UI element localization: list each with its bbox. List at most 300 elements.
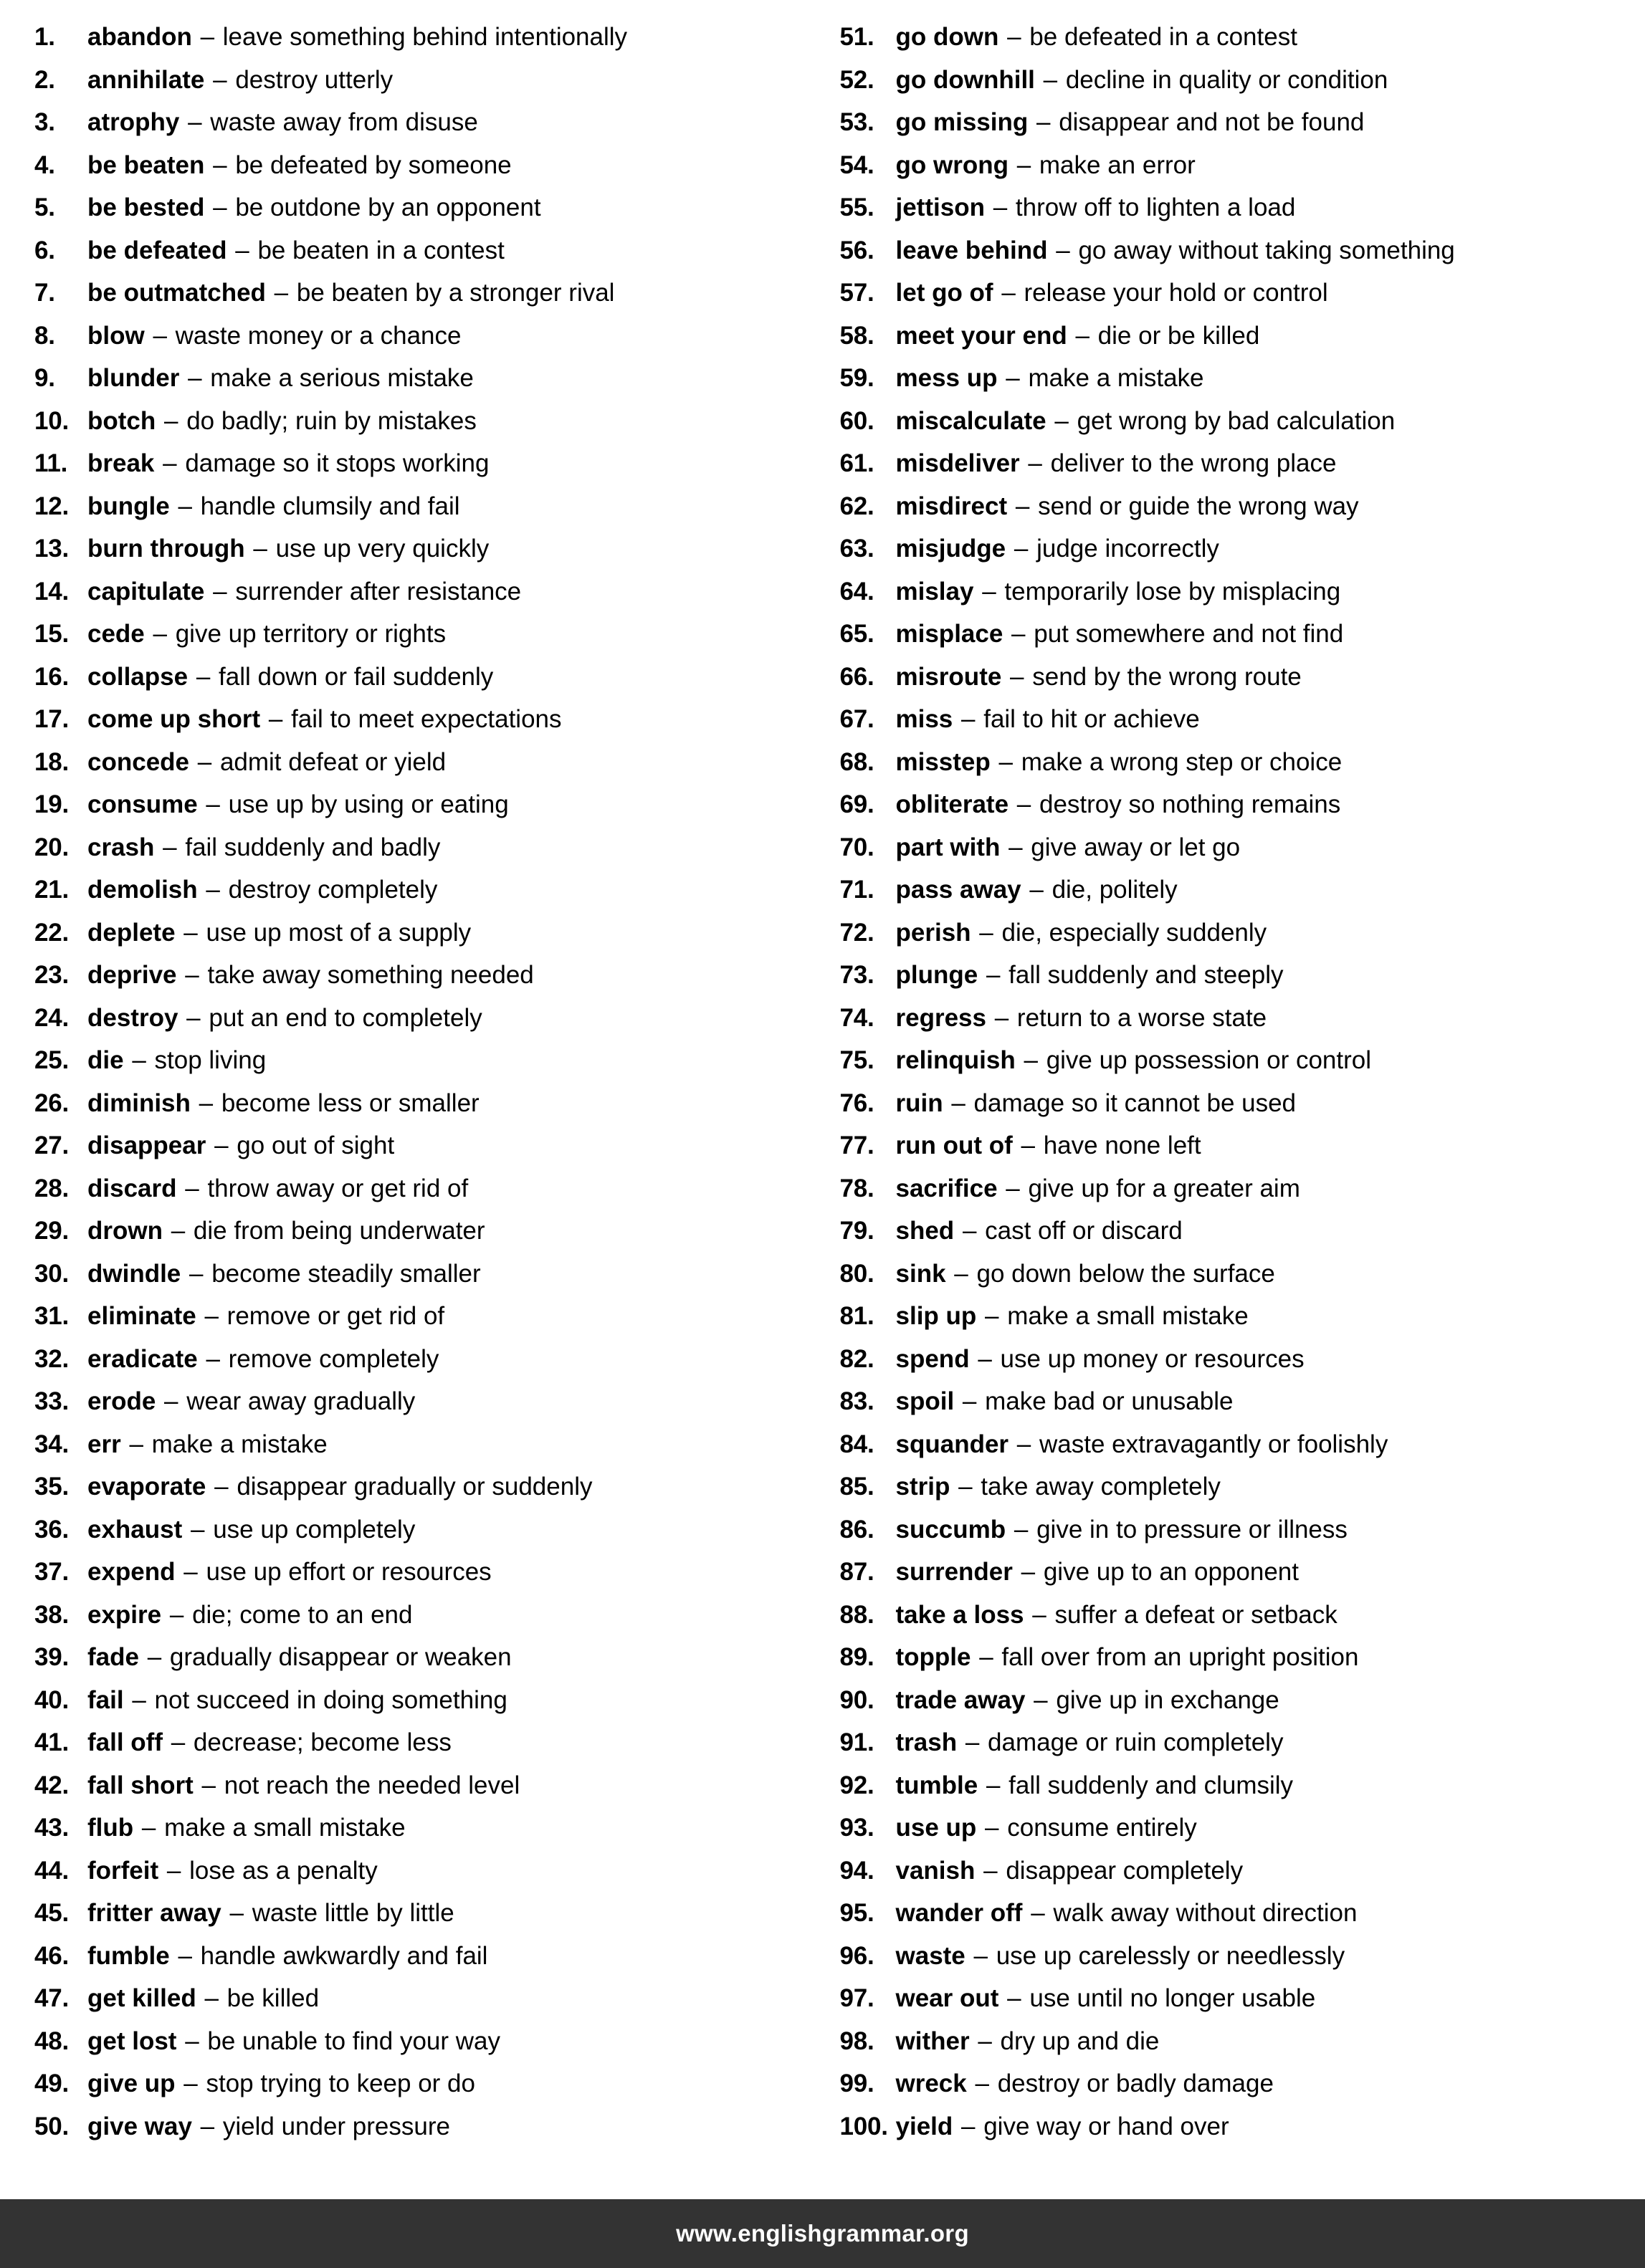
item-definition: destroy completely <box>228 876 438 904</box>
item-text <box>896 1039 1372 1082</box>
item-number: 65. <box>839 620 874 648</box>
list-item <box>34 698 816 741</box>
item-text <box>896 1764 1294 1807</box>
item-term: drown <box>87 1217 163 1245</box>
item-dash: – <box>1006 1174 1020 1202</box>
item-dash: – <box>1054 406 1069 435</box>
item-term: perish <box>895 918 971 947</box>
item-term: expire <box>87 1600 162 1629</box>
list-item <box>34 1807 816 1850</box>
item-number: 70. <box>839 833 874 861</box>
item-term: plunge <box>895 961 978 989</box>
item-term: let go of <box>895 279 993 307</box>
list-item <box>840 783 1623 826</box>
item-dash: – <box>183 2070 198 2097</box>
item-definition: become less or smaller <box>221 1088 480 1117</box>
item-term: get killed <box>87 1984 196 2012</box>
item-number: 35. <box>34 1473 70 1501</box>
item-definition: make a mistake <box>151 1430 328 1458</box>
item-definition: be killed <box>227 1984 320 2012</box>
list-item <box>34 613 816 656</box>
item-term: fall short <box>87 1771 194 1799</box>
item-definition: disappear gradually or suddenly <box>237 1473 593 1501</box>
list-item <box>840 229 1623 272</box>
item-definition: return to a worse state <box>1016 1003 1267 1032</box>
list-item <box>840 826 1623 869</box>
item-term: squander <box>895 1430 1009 1458</box>
item-number: 18. <box>34 747 70 776</box>
item-definition: go out of sight <box>237 1131 395 1159</box>
item-text <box>896 1551 1299 1594</box>
item-term: misdeliver <box>895 449 1020 477</box>
item-number: 30. <box>34 1259 70 1288</box>
item-text <box>896 1508 1348 1551</box>
item-dash: – <box>994 1003 1009 1032</box>
item-text <box>87 1380 415 1423</box>
item-dash: – <box>274 279 289 307</box>
item-dash: – <box>979 1643 993 1671</box>
item-dash: – <box>1007 1984 1021 2012</box>
item-dash: – <box>206 876 220 904</box>
item-definition: do badly; ruin by mistakes <box>186 406 477 435</box>
item-text <box>87 869 437 911</box>
item-number: 79. <box>839 1217 874 1245</box>
item-number: 75. <box>839 1046 874 1074</box>
item-term: wear out <box>895 1984 999 2012</box>
item-dash: – <box>1011 620 1026 648</box>
item-term: eliminate <box>87 1302 196 1330</box>
item-text <box>87 997 482 1040</box>
item-term: break <box>87 449 155 477</box>
item-text <box>87 1338 439 1381</box>
list-item <box>34 1679 816 1722</box>
item-text <box>896 315 1260 358</box>
item-dash: – <box>204 1984 219 2012</box>
item-number: 40. <box>34 1685 70 1714</box>
item-term: atrophy <box>87 108 180 136</box>
item-number: 41. <box>34 1728 70 1756</box>
item-number: 100. <box>839 2112 888 2140</box>
list-item <box>34 741 816 784</box>
item-text <box>896 997 1267 1040</box>
website-url: www.englishgrammar.org <box>676 2220 969 2247</box>
item-text <box>87 485 460 528</box>
item-term: vanish <box>895 1856 976 1885</box>
list-item <box>34 783 816 826</box>
left-column <box>19 16 823 2268</box>
item-term: dwindle <box>87 1259 181 1288</box>
item-dash: – <box>206 1344 220 1373</box>
item-definition: disappear and not be found <box>1059 108 1365 136</box>
item-dash: – <box>1021 1558 1036 1586</box>
item-dash: – <box>1007 23 1021 51</box>
item-dash: – <box>978 2027 992 2055</box>
list-item <box>34 527 816 570</box>
item-term: botch <box>87 406 156 435</box>
list-item <box>34 2062 816 2105</box>
list-item <box>34 1124 816 1167</box>
item-term: come up short <box>87 705 261 733</box>
item-dash: – <box>147 1643 162 1671</box>
item-dash: – <box>185 1174 199 1202</box>
item-number: 62. <box>839 492 874 520</box>
item-dash: – <box>986 961 1001 989</box>
item-number: 68. <box>839 747 874 776</box>
item-definition: fall suddenly and clumsily <box>1009 1771 1294 1799</box>
item-text <box>896 570 1341 613</box>
list-item <box>34 400 816 443</box>
item-term: forfeit <box>87 1856 159 1885</box>
list-item <box>34 144 816 187</box>
list-item <box>840 656 1623 699</box>
item-dash: – <box>1056 236 1070 264</box>
item-text <box>87 1764 520 1807</box>
item-definition: give up possession or control <box>1046 1046 1371 1074</box>
item-dash: – <box>1010 662 1024 691</box>
item-number: 53. <box>839 108 874 136</box>
item-text <box>87 1253 481 1296</box>
list-item <box>34 1082 816 1125</box>
item-definition: put somewhere and not find <box>1034 620 1344 648</box>
item-term: wander off <box>895 1899 1023 1927</box>
item-definition: stop trying to keep or do <box>206 2070 475 2097</box>
item-number: 10. <box>34 406 70 435</box>
item-term: tumble <box>895 1771 978 1799</box>
item-term: crash <box>87 833 155 861</box>
item-dash: – <box>1075 321 1089 350</box>
item-number: 5. <box>34 193 55 221</box>
item-text <box>87 442 489 485</box>
item-dash: – <box>954 1259 968 1288</box>
item-number: 49. <box>34 2070 70 2097</box>
item-definition: make bad or unusable <box>985 1387 1234 1415</box>
item-number: 71. <box>839 876 874 904</box>
item-dash: – <box>235 236 249 264</box>
item-dash: – <box>200 2112 215 2140</box>
item-number: 85. <box>839 1473 874 1501</box>
item-dash: – <box>1028 449 1042 477</box>
item-text <box>896 186 1296 229</box>
item-definition: use up money or resources <box>1000 1344 1305 1373</box>
item-text <box>896 1423 1388 1466</box>
item-term: fumble <box>87 1941 170 1970</box>
item-definition: send by the wrong route <box>1032 662 1302 691</box>
item-text <box>87 101 478 144</box>
item-term: deplete <box>87 918 176 947</box>
item-text <box>87 1850 378 1893</box>
item-dash: – <box>153 321 167 350</box>
item-dash: – <box>169 1600 184 1629</box>
item-number: 94. <box>839 1856 874 1885</box>
item-text <box>87 826 440 869</box>
item-number: 7. <box>34 279 55 307</box>
item-definition: take away something needed <box>207 961 534 989</box>
item-definition: destroy so nothing remains <box>1039 790 1341 818</box>
item-term: evaporate <box>87 1473 206 1501</box>
item-term: expend <box>87 1558 176 1586</box>
item-dash: – <box>985 1302 999 1330</box>
item-number: 4. <box>34 150 55 179</box>
item-definition: give up in exchange <box>1056 1685 1279 1714</box>
item-dash: – <box>993 193 1008 221</box>
item-term: be defeated <box>87 236 227 264</box>
list-item <box>840 186 1623 229</box>
list-item <box>34 869 816 911</box>
list-item <box>840 1935 1623 1978</box>
item-definition: fail to meet expectations <box>291 705 562 733</box>
item-term: mislay <box>895 577 974 606</box>
item-number: 9. <box>34 364 55 392</box>
item-dash: – <box>1031 1899 1045 1927</box>
item-term: sink <box>895 1259 946 1288</box>
item-number: 60. <box>839 406 874 435</box>
item-text <box>87 16 627 59</box>
item-definition: become steadily smaller <box>211 1259 481 1288</box>
item-dash: – <box>183 1558 198 1586</box>
item-definition: handle awkwardly and fail <box>200 1941 488 1970</box>
item-dash: – <box>213 150 227 179</box>
item-number: 42. <box>34 1771 70 1799</box>
item-text <box>896 826 1241 869</box>
item-term: fall off <box>87 1728 163 1756</box>
item-dash: – <box>961 705 976 733</box>
item-text <box>896 2020 1160 2063</box>
item-number: 23. <box>34 961 70 989</box>
item-dash: – <box>213 65 227 94</box>
list-item <box>840 1082 1623 1125</box>
list-item <box>34 1338 816 1381</box>
item-dash: – <box>178 492 192 520</box>
item-definition: be beaten by a stronger rival <box>296 279 615 307</box>
item-dash: – <box>958 1473 973 1501</box>
item-dash: – <box>1024 1046 1038 1074</box>
item-term: miscalculate <box>895 406 1046 435</box>
item-dash: – <box>983 1856 998 1885</box>
item-term: run out of <box>895 1131 1013 1159</box>
item-definition: surrender after resistance <box>235 577 522 606</box>
item-number: 82. <box>839 1344 874 1373</box>
item-definition: make a small mistake <box>1007 1302 1249 1330</box>
list-item <box>34 1892 816 1935</box>
list-item <box>840 2105 1623 2148</box>
item-text <box>87 2020 500 2063</box>
item-number: 12. <box>34 492 70 520</box>
item-text <box>896 400 1396 443</box>
item-text <box>896 1721 1284 1764</box>
list-item <box>34 1721 816 1764</box>
list-item <box>34 1210 816 1253</box>
item-text <box>87 1124 394 1167</box>
item-text <box>87 229 505 272</box>
item-dash: – <box>201 1771 216 1799</box>
item-number: 93. <box>839 1814 874 1842</box>
item-dash: – <box>982 577 996 606</box>
item-dash: – <box>185 2027 199 2055</box>
item-text <box>896 1338 1305 1381</box>
item-term: misjudge <box>895 535 1006 563</box>
item-number: 96. <box>839 1941 874 1970</box>
item-definition: cast off or discard <box>985 1217 1183 1245</box>
item-definition: be defeated in a contest <box>1029 23 1297 51</box>
item-text <box>87 144 512 187</box>
item-number: 13. <box>34 535 70 563</box>
item-text <box>87 1594 413 1637</box>
item-text <box>896 1977 1316 2020</box>
item-dash: – <box>200 23 215 51</box>
item-dash: – <box>188 364 202 392</box>
item-text <box>87 2105 450 2148</box>
list-item <box>34 1594 816 1637</box>
item-text <box>896 101 1365 144</box>
item-text <box>87 272 614 315</box>
item-term: die <box>87 1046 124 1074</box>
list-item <box>840 911 1623 954</box>
item-dash: – <box>191 1515 205 1544</box>
item-definition: release your hold or control <box>1024 279 1328 307</box>
item-definition: remove completely <box>228 1344 439 1373</box>
list-item <box>34 1167 816 1210</box>
item-dash: – <box>204 1302 219 1330</box>
item-definition: leave something behind intentionally <box>222 23 628 51</box>
item-definition: decline in quality or condition <box>1065 65 1388 94</box>
item-definition: waste little by little <box>252 1899 454 1927</box>
list-item <box>34 1508 816 1551</box>
item-definition: lose as a penalty <box>189 1856 378 1885</box>
list-item <box>34 485 816 528</box>
item-definition: use up very quickly <box>275 535 490 563</box>
item-term: trade away <box>895 1685 1026 1714</box>
item-text <box>896 1082 1297 1125</box>
list-item <box>840 869 1623 911</box>
item-term: use up <box>895 1814 977 1842</box>
item-dash: – <box>1016 1430 1031 1458</box>
list-item <box>840 1124 1623 1167</box>
item-dash: – <box>961 2112 976 2140</box>
list-item <box>34 1380 816 1423</box>
item-text <box>87 1082 480 1125</box>
item-term: diminish <box>87 1088 191 1117</box>
item-definition: put an end to completely <box>209 1003 482 1032</box>
item-term: exhaust <box>87 1515 183 1544</box>
item-dash: – <box>979 918 993 947</box>
item-dash: – <box>163 833 177 861</box>
item-term: part with <box>895 833 1001 861</box>
item-term: collapse <box>87 662 189 691</box>
item-dash: – <box>132 1046 146 1074</box>
item-term: blow <box>87 321 145 350</box>
item-number: 2. <box>34 65 55 94</box>
list-item <box>840 1679 1623 1722</box>
item-term: cede <box>87 620 145 648</box>
item-number: 46. <box>34 1941 70 1970</box>
item-text <box>896 485 1359 528</box>
item-dash: – <box>1016 790 1031 818</box>
item-dash: – <box>1021 1131 1035 1159</box>
item-definition: go down below the surface <box>976 1259 1275 1288</box>
item-text <box>896 1594 1338 1637</box>
item-dash: – <box>141 1814 156 1842</box>
item-definition: use up by using or eating <box>228 790 509 818</box>
list-item <box>34 101 816 144</box>
item-text <box>87 357 474 400</box>
item-definition: use up most of a supply <box>206 918 472 947</box>
item-term: go missing <box>895 108 1029 136</box>
item-text <box>87 954 534 997</box>
item-text <box>87 1508 415 1551</box>
item-term: fritter away <box>87 1899 221 1927</box>
item-number: 26. <box>34 1088 70 1117</box>
item-definition: waste money or a chance <box>175 321 462 350</box>
item-dash: – <box>189 1259 204 1288</box>
item-dash: – <box>164 1387 178 1415</box>
item-text <box>896 1167 1300 1210</box>
item-term: obliterate <box>895 790 1009 818</box>
item-term: flub <box>87 1814 134 1842</box>
item-definition: make a mistake <box>1028 364 1204 392</box>
item-dash: – <box>164 406 178 435</box>
item-dash: – <box>186 1003 201 1032</box>
item-definition: use up effort or resources <box>206 1558 492 1586</box>
item-number: 69. <box>839 790 874 818</box>
item-number: 22. <box>34 918 70 947</box>
footer-bar <box>0 2199 1645 2268</box>
item-definition: use up carelessly or needlessly <box>996 1941 1345 1970</box>
item-definition: stop living <box>154 1046 267 1074</box>
item-text <box>896 2062 1274 2105</box>
item-text <box>896 59 1388 102</box>
item-number: 74. <box>839 1003 874 1032</box>
list-item <box>34 1465 816 1508</box>
item-term: fail <box>87 1685 124 1714</box>
item-number: 50. <box>34 2112 70 2140</box>
item-dash: – <box>129 1430 143 1458</box>
list-item <box>840 1850 1623 1893</box>
item-dash: – <box>1014 535 1029 563</box>
item-term: be bested <box>87 193 205 221</box>
list-item <box>840 1892 1623 1935</box>
list-item <box>34 357 816 400</box>
item-dash: – <box>1034 1685 1048 1714</box>
item-number: 88. <box>839 1600 874 1629</box>
list-item <box>840 527 1623 570</box>
item-text <box>896 911 1267 954</box>
item-dash: – <box>253 535 267 563</box>
item-text <box>87 1295 444 1338</box>
list-item <box>840 1508 1623 1551</box>
item-term: err <box>87 1430 121 1458</box>
list-item <box>34 1253 816 1296</box>
item-text <box>896 954 1284 997</box>
item-dash: – <box>171 1728 186 1756</box>
item-definition: admit defeat or yield <box>219 747 447 776</box>
item-definition: damage so it cannot be used <box>973 1088 1297 1117</box>
item-term: pass away <box>895 876 1021 904</box>
item-dash: – <box>1006 364 1020 392</box>
item-number: 83. <box>839 1387 874 1415</box>
item-number: 1. <box>34 23 55 51</box>
item-number: 78. <box>839 1174 874 1202</box>
item-text <box>87 400 477 443</box>
item-term: waste <box>895 1941 965 1970</box>
item-number: 92. <box>839 1771 874 1799</box>
item-number: 54. <box>839 150 874 179</box>
item-text <box>87 783 509 826</box>
list-item <box>840 1210 1623 1253</box>
list-item <box>840 1295 1623 1338</box>
item-number: 16. <box>34 662 70 691</box>
item-term: deprive <box>87 961 177 989</box>
item-number: 84. <box>839 1430 874 1458</box>
